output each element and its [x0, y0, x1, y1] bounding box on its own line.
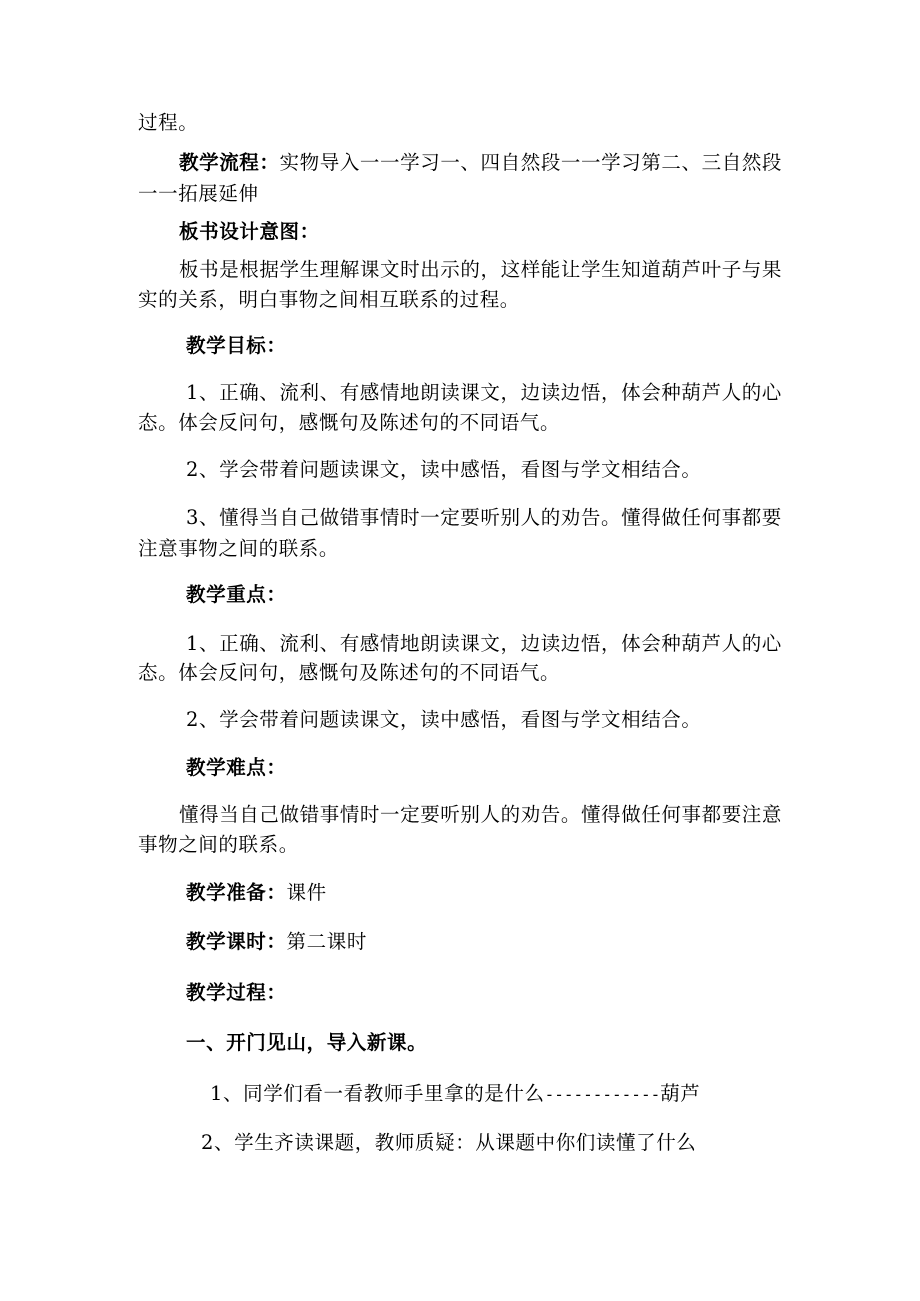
process-line [179, 150, 782, 176]
text-line: 态。体会反问句，感慨句及陈述句的不同语气。 [138, 661, 561, 684]
section-heading: 板书设计意图： [179, 220, 320, 243]
text-line: 3、懂得当自己做错事情时一定要听别人的劝告。懂得做任何事都要 [186, 506, 782, 529]
text-line: 懂得当自己做错事情时一定要听别人的劝告。懂得做任何事都要注意 [179, 803, 783, 826]
text-line: 过程。 [138, 111, 199, 134]
section-heading: 教学过程： [186, 981, 287, 1004]
step-text: 1、同学们看一看教师手里拿的是什么 [210, 1082, 545, 1105]
text-line: 注意事物之间的联系。 [138, 537, 340, 560]
text-line: 事物之间的联系。 [138, 833, 299, 856]
text-line: 一一拓展延伸 [138, 182, 259, 205]
process-text: 实物导入一一学习一、四自然段一一学习第二、三自然段 [279, 151, 783, 174]
text-line: 1、正确、流利、有感情地朗读课文，边读边悟，体会种葫芦人的心 [186, 632, 782, 655]
text-line: 2、学会带着问题读课文，读中感悟，看图与学文相结合。 [186, 708, 702, 731]
text-line: 2、学会带着问题读课文，读中感悟，看图与学文相结合。 [186, 458, 702, 481]
period-line [186, 929, 367, 955]
preparation-line [186, 880, 327, 906]
step-line [210, 1081, 700, 1108]
step-line: 2、学生齐读课题，教师质疑：从课题中你们读懂了什么 [201, 1131, 697, 1154]
text-line: 板书是根据学生理解课文时出示的，这样能让学生知道葫芦叶子与果 [179, 258, 783, 281]
section-heading: 教学难点： [186, 756, 287, 779]
dash-separator: ------------ [544, 1085, 661, 1104]
step-answer: 葫芦 [660, 1082, 701, 1105]
text-line: 实的关系，明白事物之间相互联系的过程。 [138, 288, 520, 311]
process-label: 教学流程： [179, 151, 280, 174]
text-line: 1、正确、流利、有感情地朗读课文，边读边悟，体会种葫芦人的心 [186, 381, 782, 404]
period-text: 第二课时 [286, 930, 367, 953]
section-heading: 一、开门见山，导入新课。 [186, 1031, 428, 1054]
text-line: 态。体会反问句，感慨句及陈述句的不同语气。 [138, 411, 561, 434]
preparation-label: 教学准备： [186, 881, 287, 904]
section-heading: 教学目标： [186, 334, 287, 357]
preparation-text: 课件 [286, 881, 327, 904]
period-label: 教学课时： [186, 930, 287, 953]
section-heading: 教学重点： [186, 583, 287, 606]
